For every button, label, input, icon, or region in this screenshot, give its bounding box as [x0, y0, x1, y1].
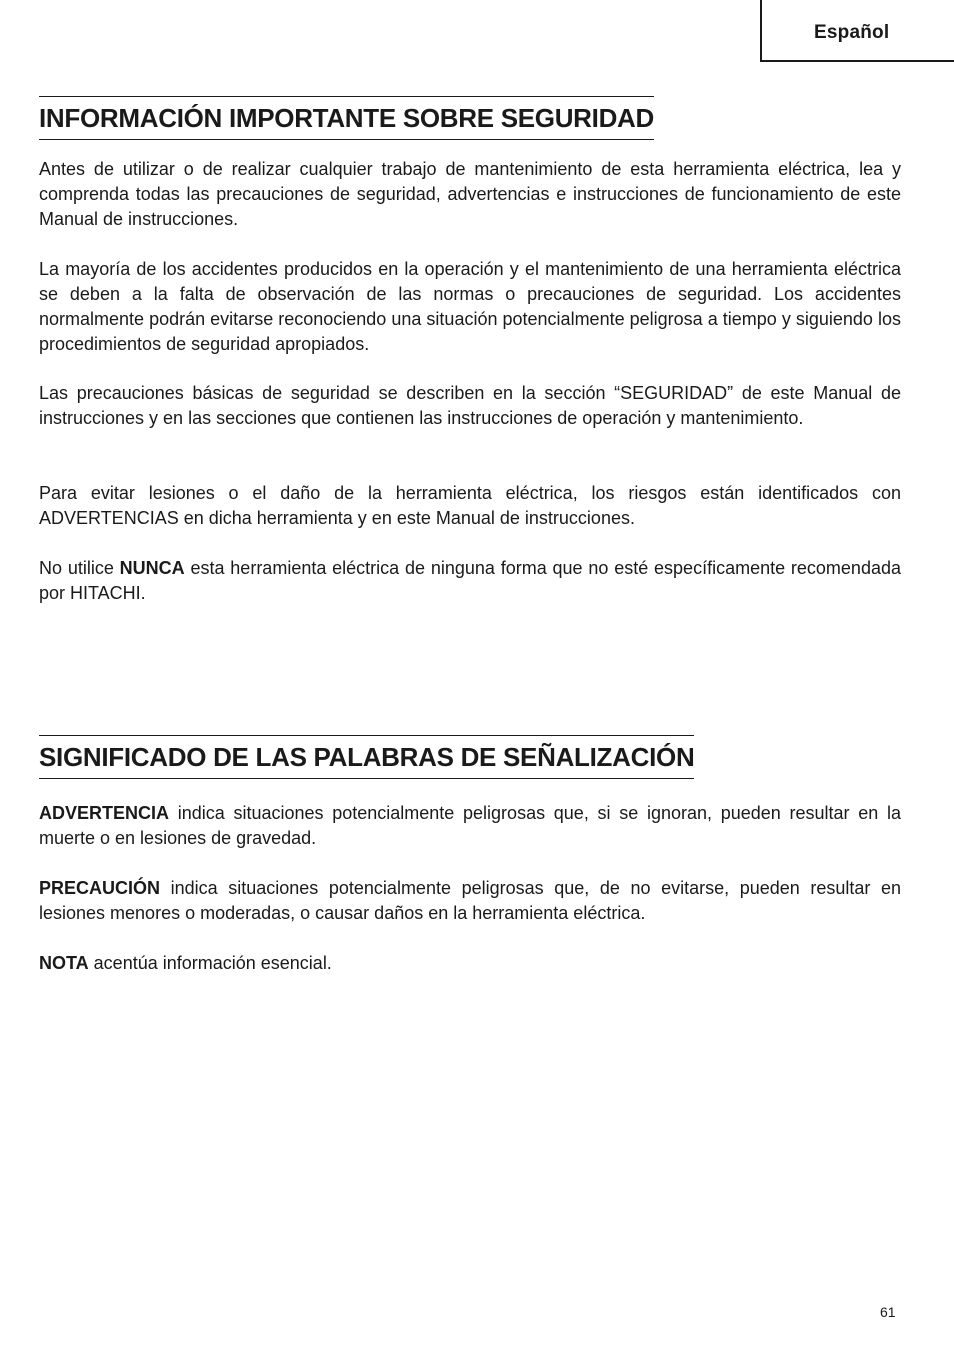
precaucion-text: indica situaciones potencialmente peligrosas que, de no evitarse, pueden resultar en lesiones menores o moderadas, o causar daños en la herramienta eléctrica. — [39, 878, 901, 923]
nota-text: acentúa información esencial. — [88, 953, 332, 973]
paragraph-basic-precautions: Las precauciones básicas de seguridad se describen en la sección “SEGURIDAD” de este Manual de instrucciones y en las secciones que contienen las instrucciones de operación y mantenimiento. — [39, 383, 901, 428]
paragraph-advertencia — [39, 801, 901, 851]
language-tab — [760, 0, 954, 62]
section-heading-safety: INFORMACIÓN IMPORTANTE SOBRE SEGURIDAD — [39, 96, 654, 140]
paragraph-before-use: Antes de utilizar o de realizar cualquier trabajo de mantenimiento de esta herramienta eléctrica, lea y comprenda todas las precauciones de seguridad, advertencias e instrucciones de funcionamiento de este Manual de instrucciones. — [39, 159, 901, 229]
safety-info-section — [39, 96, 901, 140]
language-label: Español — [814, 22, 890, 43]
signal-words-section — [39, 735, 901, 779]
section-heading-signal-words: SIGNIFICADO DE LAS PALABRAS DE SEÑALIZACIÓN — [39, 735, 694, 779]
paragraph-block-accidents — [39, 257, 901, 357]
term-advertencia: ADVERTENCIA — [39, 803, 170, 823]
paragraph-block-precaucion — [39, 876, 901, 926]
term-precaucion: PRECAUCIÓN — [39, 878, 161, 898]
paragraph-block-warnings — [39, 481, 901, 531]
paragraph-block-advertencia — [39, 801, 901, 851]
never-pre-text: No utilice — [39, 558, 120, 578]
paragraph-nota — [39, 951, 901, 976]
paragraph-precaucion — [39, 876, 901, 926]
advertencia-text: indica situaciones potencialmente peligrosas que, si se ignoran, pueden resultar en la muerte o en lesiones de gravedad. — [39, 803, 901, 848]
term-nota: NOTA — [39, 953, 89, 973]
safety-info-body — [39, 157, 901, 232]
never-post-text: esta herramienta eléctrica de ninguna forma que no esté específicamente recomendada por HITACHI. — [39, 558, 901, 603]
never-emphasis: NUNCA — [119, 558, 185, 578]
paragraph-warnings: Para evitar lesiones o el daño de la herramienta eléctrica, los riesgos están identificados con ADVERTENCIAS en dicha herramienta y en este Manual de instrucciones. — [39, 483, 901, 528]
paragraph-block-never — [39, 556, 901, 606]
paragraph-block-basic-precautions — [39, 381, 901, 431]
page-number: 61 — [880, 1304, 896, 1320]
paragraph-block-nota — [39, 951, 901, 976]
paragraph-never-use — [39, 556, 901, 606]
paragraph-accidents: La mayoría de los accidentes producidos en la operación y el mantenimiento de una herramienta eléctrica se deben a la falta de observación de las normas o precauciones de seguridad. Los accidentes normalmente podrán evitarse reconociendo una situación potencialmente peligrosa a tiempo y siguiendo los procedimientos de seguridad apropiados. — [39, 259, 901, 354]
